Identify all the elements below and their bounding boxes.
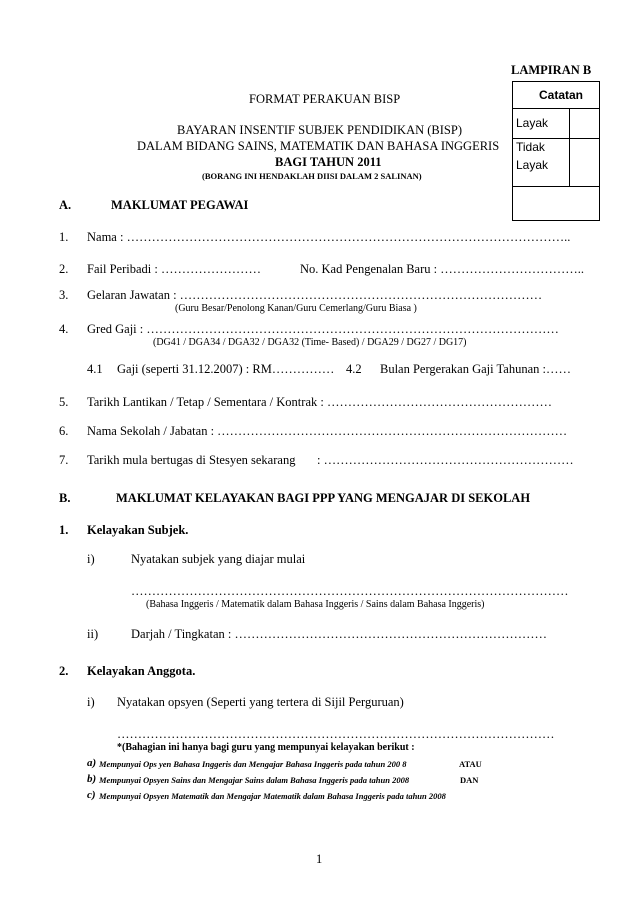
item-number: 4.1: [87, 362, 103, 376]
option-b-text: Mempunyai Opsyen Sains dan Mengajar Sains dalam Bahasa Inggeris pada tahun 2008: [99, 775, 410, 785]
nyatakan-subjek-label: Nyatakan subjek yang diajar mulai: [131, 552, 306, 566]
gelaran-jawatan-field[interactable]: Gelaran Jawatan : ……………………………………………………………………………: [87, 288, 543, 302]
subjek-field[interactable]: ……………………………………………………………………………………………: [131, 584, 569, 598]
item-number: 6.: [59, 424, 69, 438]
kelayakan-anggota-heading: Kelayakan Anggota.: [87, 664, 196, 678]
option-a-join: ATAU: [459, 759, 482, 769]
tarikh-lantikan-field[interactable]: Tarikh Lantikan / Tetap / Sementara / Kontrak : ………………………………………………: [87, 395, 552, 409]
catatan-divider: [569, 108, 570, 186]
lampiran-label: LAMPIRAN B: [511, 63, 592, 77]
sub-number: i): [87, 552, 95, 566]
note-heading: *(Bahagian ini hanya bagi guru yang mempunyai kelayakan berikut :: [117, 742, 415, 753]
bulan-pergerakan-field[interactable]: Bulan Pergerakan Gaji Tahunan :……: [380, 362, 571, 376]
sub-number: ii): [87, 627, 99, 641]
catatan-layak: Layak: [516, 116, 549, 130]
item-number: 4.2: [346, 362, 362, 376]
gred-gaji-field[interactable]: Gred Gaji : ………………………………………………………………………………………: [87, 322, 559, 336]
nama-sekolah-field[interactable]: Nama Sekolah / Jabatan : …………………………………………………………………………: [87, 424, 568, 438]
option-a-text: Mempunyai Ops yen Bahasa Inggeris dan Mengajar Bahasa Inggeris pada tahun 200 8: [99, 759, 407, 769]
section-a-title: MAKLUMAT PEGAWAI: [111, 198, 249, 212]
nama-field[interactable]: Nama : ……………………………………………………………………………………………..: [87, 230, 571, 244]
kelayakan-subjek-heading: Kelayakan Subjek.: [87, 523, 189, 537]
gaji-field[interactable]: Gaji (seperti 31.12.2007) : RM……………: [117, 362, 335, 376]
header-line3: DALAM BIDANG SAINS, MATEMATIK DAN BAHASA INGGERIS: [137, 139, 500, 153]
sub-number: i): [87, 695, 95, 709]
kad-pengenalan-field[interactable]: No. Kad Pengenalan Baru : ……………………………..: [300, 262, 584, 276]
option-b-join: DAN: [460, 775, 479, 785]
page-number: 1: [316, 852, 323, 866]
catatan-tidak: Tidak: [516, 140, 545, 154]
opsyen-field[interactable]: ……………………………………………………………………………………………: [117, 727, 555, 741]
option-letter: a): [87, 757, 97, 769]
item-number: 2.: [59, 262, 69, 276]
tarikh-mula-field[interactable]: : ……………………………………………………: [317, 453, 574, 467]
item-number: 1.: [59, 230, 69, 244]
header-line2: BAYARAN INSENTIF SUBJEK PENDIDIKAN (BISP): [177, 123, 462, 137]
catatan-title: Catatan: [539, 88, 584, 102]
section-b-letter: B.: [59, 491, 71, 505]
item-number: 3.: [59, 288, 69, 302]
section-a-letter: A.: [59, 198, 72, 212]
darjah-field[interactable]: Darjah / Tingkatan : …………………………………………………………………: [131, 627, 547, 641]
item-number: 4.: [59, 322, 69, 336]
item-number: 2.: [59, 664, 69, 678]
item-number: 5.: [59, 395, 69, 409]
header-line4: BAGI TAHUN 2011: [275, 155, 382, 169]
tarikh-mula-label: Tarikh mula bertugas di Stesyen sekarang: [87, 453, 296, 467]
header-line5: (BORANG INI HENDAKLAH DIISI DALAM 2 SALINAN): [202, 171, 422, 181]
item-number: 7.: [59, 453, 69, 467]
catatan-box: [512, 81, 600, 221]
option-letter: b): [87, 773, 97, 785]
option-c-text: Mempunyai Opsyen Matematik dan Mengajar Matematik dalam Bahasa Inggeris pada tahun 2008: [99, 791, 446, 801]
nyatakan-opsyen-label: Nyatakan opsyen (Seperti yang tertera di Sijil Perguruan): [117, 695, 404, 709]
gelaran-note: (Guru Besar/Penolong Kanan/Guru Cemerlang/Guru Biasa ): [175, 303, 417, 314]
fail-peribadi-field[interactable]: Fail Peribadi : ……………………: [87, 262, 261, 276]
gred-note: (DG41 / DGA34 / DGA32 / DGA32 (Time- Based) / DGA29 / DG27 / DG17): [153, 337, 467, 348]
item-number: 1.: [59, 523, 69, 537]
catatan-tidak-layak: Layak: [516, 158, 549, 172]
subjek-note: (Bahasa Inggeris / Matematik dalam Bahasa Inggeris / Sains dalam Bahasa Inggeris): [146, 599, 485, 610]
option-letter: c): [87, 789, 96, 801]
section-b-title: MAKLUMAT KELAYAKAN BAGI PPP YANG MENGAJAR DI SEKOLAH: [116, 491, 531, 505]
form-title: FORMAT PERAKUAN BISP: [249, 92, 401, 106]
